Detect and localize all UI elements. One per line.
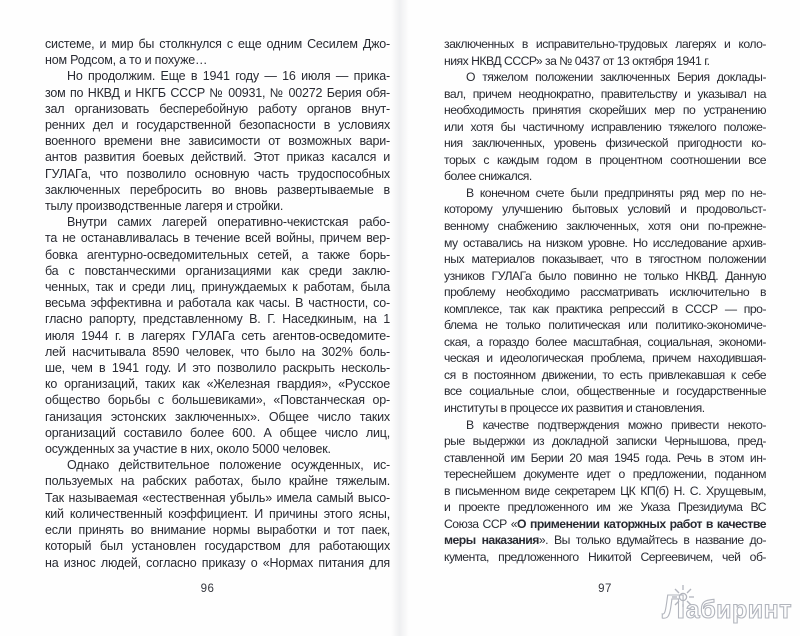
text-line: В качестве подтверждения можно привести некото- [466, 417, 766, 432]
text-line: Союза ССР «О применении каторжных работ в качестве [444, 516, 766, 531]
page-number-left: 96 [200, 583, 215, 595]
text-line: системе, и мир бы столкнулся с еще одним Сесилем Джо- [45, 37, 390, 51]
text-line: кий количественный коэффициент. И причины этого ясны, [45, 506, 390, 521]
text-line: ба с повстанческими организациями как среди заклю- [45, 263, 390, 278]
text-line: заключенных перебросить во вновь развертываемые в [45, 182, 390, 197]
text-line: комплексе, так как практика репрессий в СССР — про- [444, 301, 766, 316]
text-line: если принять во внимание нормы выработки и тот паек, [45, 523, 390, 538]
text-line: ченных, так и среди лиц, принуждаемых к работам, была [45, 280, 390, 295]
text-line: который был установлен государством для работающих [45, 539, 390, 554]
text-line: ская, а гораздо более масштабная, социальная, экономи- [444, 334, 766, 349]
text-line: ко организаций, таких как «Железная гвардия», «Русское [45, 377, 390, 392]
text-line: Так называемая «естественная убыль» имела самый высо- [45, 490, 390, 505]
text-line: ренних дел и государственной безопасности в условиях [45, 118, 390, 133]
text-line: тереснейшем документе идет о предложении, поданном [444, 467, 766, 482]
text-line: ГУЛАГа, что позволило основную часть трудоспособных [45, 166, 390, 181]
watermark-text: Лабиринт [662, 588, 792, 625]
text-line: более снижался. [444, 169, 532, 184]
sun-icon [670, 584, 696, 608]
text-line: осужденных за участие в них, около 5000 человек. [45, 442, 331, 457]
text-line: вал, причем неоднократно, правительству и указывал на [444, 86, 766, 101]
text-line: пользуемых на рабских работах, было крайне тяжелым. [45, 474, 390, 489]
text-line: зал организовать бесперебойную работу органов внут- [45, 101, 390, 116]
text-line: блема не только политическая или политико-экономиче- [444, 318, 766, 333]
text-line: ном Родсом, а то и похуже… [45, 53, 208, 68]
text-line: ческая и идеологическая проблема, причем находившая- [444, 351, 766, 366]
text-line: ных материалов показывает, что в тягостном положении [444, 252, 766, 267]
page-right-text-column [444, 36, 766, 566]
text-line: или хотя бы частичному исправлению тяжелого положе- [444, 119, 766, 134]
text-line: лей насчитывала 8590 человек, что было на 302% боль- [45, 344, 390, 359]
text-line: О тяжелом положении заключенных Берия доклады- [466, 70, 766, 85]
text-line: на износ людей, согласно приказу о «Нормах питания для [45, 555, 390, 570]
text-line: Внутри самих лагерей оперативно-чекистская рабо- [67, 215, 390, 230]
text-line: заключенных в исправительно-трудовых лагерях и коло- [444, 37, 766, 51]
text-line: узников ГУЛАГа было повинно не только НКВД. Данную [444, 268, 766, 283]
text-line: зом по НКВД и НКГБ СССР № 00931, № 00272 Берия обя- [45, 85, 390, 100]
text-line: ся в постоянном движении, то есть привлекавшая к себе [444, 367, 766, 382]
text-line: кумента, предложенного Никитой Сергеевичем, чей об- [444, 549, 766, 564]
text-line: ниях НКВД СССР» за № 0437 от 13 октября 1941 г. [444, 53, 710, 68]
text-line: торых с каждым годом в процентном соотношении все [444, 152, 766, 167]
text-line: В конечном счете были предприняты ряд мер по не- [466, 185, 766, 200]
text-line: организаций составило более 600. А общее число лиц, [45, 425, 390, 440]
text-line: общество борьбы с большевиками», «Повстанческая ор- [45, 393, 390, 408]
text-line: ния заключенных, уровень физической пригодности ко- [444, 136, 766, 151]
text-line: антов развития боевых действий. Этот приказ касался и [45, 150, 390, 165]
text-line: необходимость принятия скорейших мер по устранению [444, 103, 766, 118]
text-line: институты в процессе их развития и становления. [444, 401, 705, 416]
text-line: Но продолжим. Еще в 1941 году — 16 июля — прика- [67, 69, 390, 84]
text-line: июля 1944 г. в лагерях ГУЛАГа сеть агентов-осведомите- [45, 328, 390, 343]
book-gutter-shadow [391, 0, 409, 636]
text-line: меры наказания». Вы только вдумайтесь в название до- [444, 533, 767, 548]
text-line: бовка агентурно-осведомительных сетей, а также борь- [45, 247, 390, 262]
text-line: му оставались на низком уровне. Но исследование архив- [444, 235, 766, 250]
text-line: Однако действительное положение осужденных, ис- [67, 458, 390, 473]
text-line: все социальные слои, общественные и государственные [444, 384, 766, 399]
page-left-text-column [45, 36, 390, 571]
text-line: весьма эффективна и работала как часы. В частности, со- [45, 296, 390, 311]
text-line: в письменном виде секретарем ЦК КП(б) Н. С. Хрущевым, [444, 483, 766, 498]
page-number-right: 97 [598, 583, 612, 595]
text-line: гласно рапорту, представленному В. Г. Наседкиным, на 1 [45, 312, 390, 327]
labirint-watermark [648, 582, 798, 634]
text-line: проблему необходимо рассматривать исключительно в [444, 285, 766, 300]
text-line: тылу производственные лагеря и стройки. [45, 199, 284, 214]
text-line: та не останавливалась в течение всей войны, причем вер- [45, 231, 390, 246]
text-line: ганизация эстонских заключенных». Общее число таких [45, 409, 390, 424]
text-line: рые выдержки из докладной записки Чернышова, пред- [444, 434, 766, 449]
text-line: и проекте предложенного им же Указа Президиума ВС [444, 500, 766, 515]
text-line: венному снабжению заключенных, хотя они по-прежне- [444, 219, 766, 234]
text-line: которому улучшению бытовых условий и продовольст- [444, 202, 766, 217]
text-line: ше, чем в 1941 году. И это позволило раскрыть несколь- [45, 361, 390, 376]
text-line: ставленной им Берии 20 мая 1945 года. Речь в этом ин- [444, 450, 766, 465]
text-line: военного времени вне зависимости от возможных вари- [45, 134, 390, 149]
